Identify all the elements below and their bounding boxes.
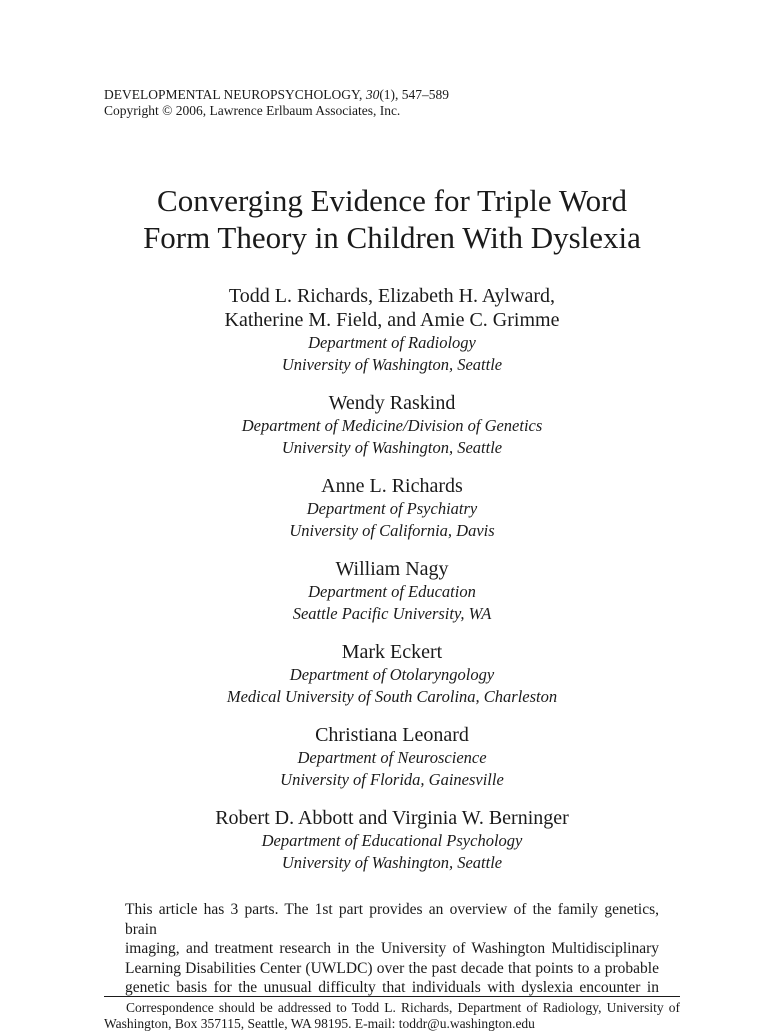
author-names: William Nagy xyxy=(335,558,449,580)
author-list xyxy=(0,284,768,874)
author-names: Mark Eckert xyxy=(341,641,443,663)
journal-issue-pages: (1), 547–589 xyxy=(379,87,450,102)
author-department: Department of Neuroscience xyxy=(297,748,487,767)
correspondence-footnote: Correspondence should be addressed to Todd L. Richards, Department of Radiology, University of Washington, Box 357115, Seattle, WA 98195. E-mail: toddr@u.washington.edu xyxy=(104,1000,680,1031)
author-names: Robert D. Abbott and Virginia W. Berninger xyxy=(215,807,569,829)
footnote-divider xyxy=(104,996,680,997)
author-institution: University of Washington, Seattle xyxy=(281,355,503,374)
copyright-line: Copyright © 2006, Lawrence Erlbaum Associates, Inc. xyxy=(104,103,401,118)
article-title-line-2: Form Theory in Children With Dyslexia xyxy=(143,220,641,255)
author-names: Anne L. Richards xyxy=(321,475,463,497)
author-department: Department of Otolaryngology xyxy=(289,665,495,684)
abstract xyxy=(125,900,659,998)
author-names: Katherine M. Field, and Amie C. Grimme xyxy=(224,309,560,331)
author-department: Department of Educational Psychology xyxy=(261,831,523,850)
author-group xyxy=(0,640,768,708)
author-group xyxy=(0,391,768,459)
journal-citation xyxy=(104,87,449,103)
article-title xyxy=(0,182,768,256)
abstract-line: genetic basis for the unusual difficulty that individuals with dyslexia encounter in xyxy=(125,979,659,997)
journal-header xyxy=(104,87,449,119)
author-institution: University of California, Davis xyxy=(289,521,495,540)
author-department: Department of Psychiatry xyxy=(306,499,478,518)
author-group xyxy=(0,284,768,376)
journal-name: DEVELOPMENTAL NEUROPSYCHOLOGY, xyxy=(104,87,363,102)
author-group xyxy=(0,557,768,625)
journal-volume: 30 xyxy=(365,87,380,102)
author-group xyxy=(0,474,768,542)
author-department: Department of Education xyxy=(308,582,476,601)
author-department: Department of Radiology xyxy=(308,333,476,352)
article-title-line-1: Converging Evidence for Triple Word xyxy=(157,183,627,218)
author-institution: University of Washington, Seattle xyxy=(281,853,503,872)
author-institution: Medical University of South Carolina, Charleston xyxy=(226,687,558,706)
author-department: Department of Medicine/Division of Genetics xyxy=(241,416,543,435)
author-institution: University of Washington, Seattle xyxy=(281,438,503,457)
author-institution: Seattle Pacific University, WA xyxy=(292,604,492,623)
author-names: Christiana Leonard xyxy=(315,724,469,746)
abstract-line: This article has 3 parts. The 1st part provides an overview of the family genetics, brain xyxy=(125,901,659,938)
author-names: Todd L. Richards, Elizabeth H. Aylward, xyxy=(228,285,556,307)
abstract-line: imaging, and treatment research in the University of Washington Multidisciplinary xyxy=(125,940,659,958)
author-names: Wendy Raskind xyxy=(328,392,456,414)
author-institution: University of Florida, Gainesville xyxy=(280,770,504,789)
abstract-line: Learning Disabilities Center (UWLDC) over the past decade that points to a probable xyxy=(125,959,659,977)
author-group xyxy=(0,806,768,874)
author-group xyxy=(0,723,768,791)
